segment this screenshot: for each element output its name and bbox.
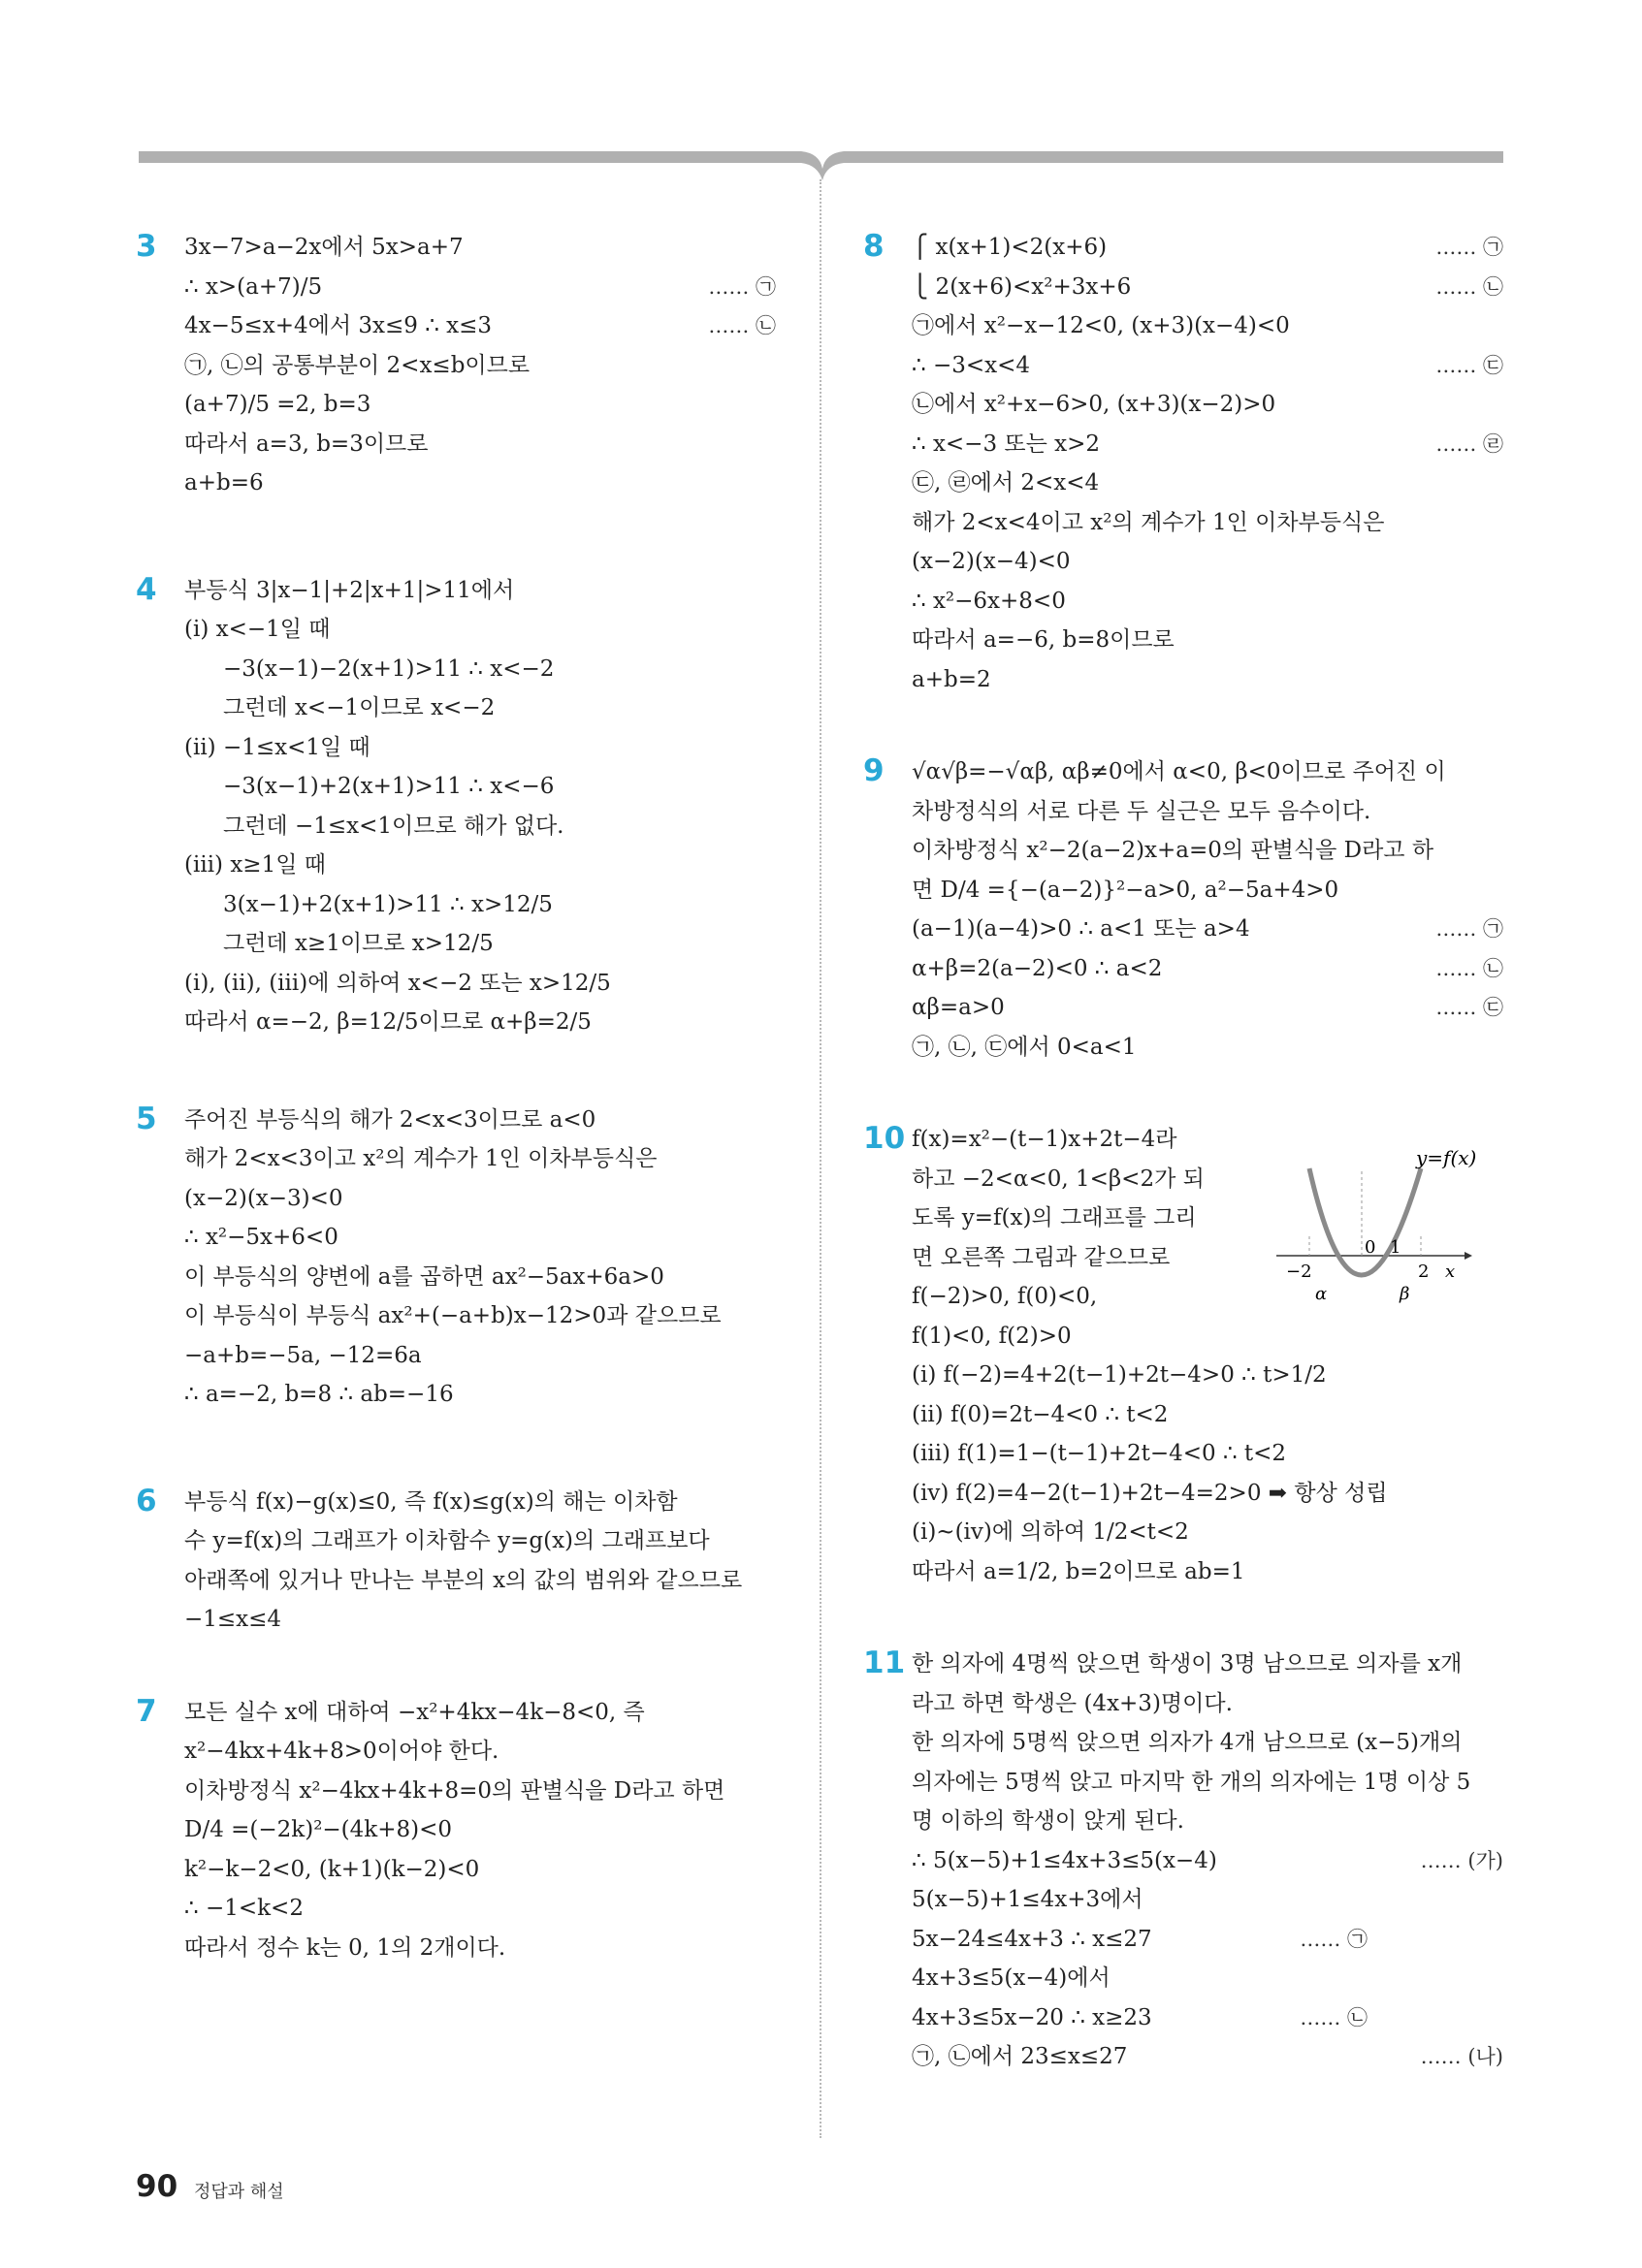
solution-line [184,1218,776,1258]
solution-text: ㉠, ㉡의 공통부분이 2<x≤b이므로 [184,352,531,378]
solution-line [912,1645,1503,1684]
solution-text: 한 의자에 4명씩 앉으면 학생이 3명 남으므로 의자를 x개 [912,1651,1463,1677]
problem-7 [136,1693,776,1968]
solution-line [184,846,776,885]
solution-line [912,2037,1503,2077]
solution-text: ㉢, ㉣에서 2<x<4 [912,470,1100,495]
solution-text: ∴ x>(a+7)/5 [184,273,323,300]
solution-line [184,610,776,650]
solution-text: (ⅰ) x<−1일 때 [184,617,331,642]
solution-text: k²−k−2<0, (k+1)(k−2)<0 [184,1856,480,1882]
solution-text: 명 이하의 학생이 앉게 된다. [912,1808,1184,1834]
top-divider-bar [0,0,1642,184]
solution-text: ㉡에서 x²+x−6>0, (x+3)(x−2)>0 [912,392,1276,417]
solution-text: α+β=2(a−2)<0 ∴ a<2 [912,955,1163,981]
solution-line [912,1684,1503,1724]
solution-text: ∴ −1<k<2 [184,1896,304,1921]
solution-line [184,1772,776,1811]
solution-text: 4x+3≤5x−20 ∴ x≥23 [912,2004,1152,2030]
solution-line [912,792,1503,832]
solution-line [912,503,1503,543]
solution-text: (x−2)(x−4)<0 [912,549,1071,574]
solution-line [912,871,1503,910]
solution-text: (ⅱ) −1≤x<1일 때 [184,734,370,760]
solution-line [912,1474,1503,1514]
equation-tag: …… ㉣ [1435,431,1503,456]
solution-line [912,831,1503,871]
solution-line [912,621,1503,660]
solution-text: (ⅰ), (ⅱ), (ⅲ)에 의하여 x<−2 또는 x>12/5 [184,970,611,996]
problem-number: 6 [136,1483,157,1518]
solution-line [912,1763,1503,1803]
solution-text: 부등식 f(x)−g(x)≤0, 즉 f(x)≤g(x)의 해는 이차함 [184,1488,678,1515]
solution-text: 따라서 a=1/2, b=2이므로 ab=1 [912,1558,1245,1584]
equation-tag: …… ㉠ [1435,236,1503,259]
parabola-graph [1271,1139,1494,1328]
solution-line [184,346,776,386]
solution-text: D/4 =(−2k)²−(4k+8)<0 [184,1817,453,1842]
equation-tag: …… ㉠ [1435,917,1503,941]
solution-line [912,542,1503,582]
solution-text: 면 오른쪽 그림과 같으므로 [912,1244,1171,1270]
solution-line [184,1375,776,1415]
solution-text: (ⅲ) f(1)=1−(t−1)+2t−4<0 ∴ t<2 [912,1441,1287,1466]
solution-text: 모든 실수 x에 대하여 −x²+4kx−4k−8<0, 즉 [184,1699,645,1725]
solution-text: 그런데 x≥1이므로 x>12/5 [223,931,494,956]
solution-text: 수 y=f(x)의 그래프가 이차함수 y=g(x)의 그래프보다 [184,1528,710,1553]
solution-text: −3(x−1)+2(x+1)>11 ∴ x<−6 [223,774,555,799]
solution-line [912,306,1503,346]
solution-line [184,688,776,728]
solution-text: a+b=6 [184,470,264,495]
solution-text: 그런데 x<−1이므로 x<−2 [223,695,496,720]
solution-text: ㉠, ㉡에서 23≤x≤27 [912,2044,1128,2069]
solution-line [912,949,1503,989]
solution-line [912,1880,1503,1920]
equation-tag: …… ㉠ [708,274,776,299]
solution-text: ∴ x²−6x+8<0 [912,588,1066,614]
solution-line [912,1434,1503,1474]
solution-text: ⎧ x(x+1)<2(x+6) [912,235,1108,260]
solution-line [912,660,1503,700]
solution-line [184,1693,776,1733]
solution-line [184,1139,776,1179]
solution-text: √α√β=−√αβ, αβ≠0에서 α<0, β<0이므로 주어진 이 [912,759,1446,784]
solution-text: 차방정식의 서로 다른 두 실근은 모두 음수이다. [912,798,1371,824]
problem-6 [136,1483,776,1640]
solution-text: ∴ x<−3 또는 x>2 [912,431,1101,457]
solution-text: ∴ −3<x<4 [912,352,1030,378]
problem-number: 5 [136,1101,157,1136]
solution-text: 3x−7>a−2x에서 5x>a+7 [184,235,464,260]
problem-number: 8 [863,229,885,264]
solution-text: f(−2)>0, f(0)<0, [912,1284,1098,1309]
solution-line [912,1959,1503,1998]
solution-line [912,752,1503,792]
solution-line [184,571,776,611]
solution-line [184,1258,776,1297]
solution-text: ㉠, ㉡, ㉢에서 0<a<1 [912,1034,1137,1060]
solution-line [912,1723,1503,1763]
solution-line [184,1850,776,1890]
solution-line [184,1003,776,1042]
solution-text: 4x−5≤x+4에서 3x≤9 ∴ x≤3 [184,313,493,338]
footer-label: 정답과 해설 [194,2182,284,2202]
solution-line [912,425,1503,464]
graph-label-minus-two: −2 [1286,1262,1312,1282]
solution-text: 5x−24≤4x+3 ∴ x≤27 [912,1926,1152,1952]
graph-label-one: 1 [1390,1237,1401,1258]
page-number: 90 [136,2169,178,2204]
solution-line [184,228,776,268]
solution-text: ∴ x²−5x+6<0 [184,1225,338,1250]
problem-8 [863,228,1503,699]
equation-tag: …… ㉢ [1435,353,1503,377]
solution-text: −3(x−1)−2(x+1)>11 ∴ x<−2 [223,655,555,682]
solution-text: 아래쪽에 있거나 만나는 부분의 x의 값의 범위와 같으므로 [184,1567,743,1593]
problem-4 [136,571,776,1042]
solution-text: 따라서 α=−2, β=12/5이므로 α+β=2/5 [184,1009,592,1035]
solution-text: 따라서 a=3, b=3이므로 [184,431,429,457]
solution-line [912,910,1503,949]
solution-line [184,425,776,464]
solution-line [912,228,1503,268]
problem-number: 11 [863,1645,906,1680]
solution-line [912,582,1503,622]
solution-text: 주어진 부등식의 해가 2<x<3이므로 a<0 [184,1106,596,1133]
solution-text: 하고 −2<α<0, 1<β<2가 되 [912,1166,1205,1192]
equation-tag: …… ㉡ [1300,2005,1368,2029]
problem-number: 7 [136,1693,157,1729]
left-column [136,228,776,1967]
solution-line [912,1028,1503,1068]
solution-line [912,346,1503,386]
equation-tag: …… (가) [1420,1848,1503,1872]
solution-line [184,1101,776,1140]
solution-text: (ⅰ)~(ⅳ)에 의하여 1/2<t<2 [912,1519,1189,1545]
solution-text: a+b=2 [912,666,991,692]
solution-line [184,306,776,346]
solution-line [184,1521,776,1561]
solution-line [184,807,776,847]
solution-line [184,1810,776,1850]
equation-tag: …… ㉢ [1435,996,1503,1019]
problem-number: 9 [863,753,885,788]
solution-text: 면 D/4 ={−(a−2)}²−a>0, a²−5a+4>0 [912,877,1339,903]
solution-line [184,924,776,964]
equation-tag: …… ㉠ [1300,1927,1368,1951]
solution-line [184,1483,776,1522]
graph-label-alpha: α [1315,1284,1328,1304]
solution-text: 이 부등식의 양변에 a를 곱하면 ax²−5ax+6a>0 [184,1263,664,1290]
column-divider [820,179,821,2138]
equation-tag: …… ㉡ [1435,274,1503,299]
solution-text: ⎩ 2(x+6)<x²+3x+6 [912,273,1132,300]
solution-line [912,1552,1503,1592]
solution-text: 5(x−5)+1≤4x+3에서 [912,1887,1143,1912]
solution-line [184,1732,776,1772]
solution-text: 이 부등식이 부등식 ax²+(−a+b)x−12>0과 같으므로 [184,1303,722,1328]
equation-tag: …… ㉡ [1435,956,1503,980]
problem-3 [136,228,776,503]
problem-number: 4 [136,571,157,607]
solution-line [184,728,776,768]
solution-line [912,463,1503,503]
solution-line [184,385,776,425]
solution-text: x²−4kx+4k+8>0이어야 한다. [184,1739,499,1764]
solution-text: 해가 2<x<4이고 x²의 계수가 1인 이차부등식은 [912,509,1385,535]
equation-tag: …… ㉡ [708,314,776,337]
solution-line [912,1513,1503,1552]
solution-text: 부등식 3|x−1|+2|x+1|>11에서 [184,577,515,603]
solution-line [912,1356,1503,1395]
problem-number: 3 [136,229,157,264]
solution-text: 의자에는 5명씩 앉고 마지막 한 개의 의자에는 1명 이상 5 [912,1769,1471,1795]
solution-text: 이차방정식 x²−2(a−2)x+a=0의 판별식을 D라고 하 [912,838,1434,863]
solution-text: 따라서 a=−6, b=8이므로 [912,627,1175,653]
solution-line [184,650,776,689]
solution-text: 라고 하면 학생은 (4x+3)명이다. [912,1690,1233,1716]
solution-line [912,1841,1503,1881]
solution-line [184,1929,776,1968]
solution-text: (ⅰ) f(−2)=4+2(t−1)+2t−4>0 ∴ t>1/2 [912,1362,1327,1388]
solution-line [184,1179,776,1219]
solution-text: ∴ 5(x−5)+1≤4x+3≤5(x−4) [912,1847,1217,1873]
solution-line [912,268,1503,307]
problem-11 [863,1645,1503,2077]
solution-text: 한 의자에 5명씩 앉으면 의자가 4개 남으므로 (x−5)개의 [912,1730,1463,1755]
solution-line [184,1561,776,1601]
solution-line [912,385,1503,425]
solution-line [912,1998,1503,2038]
solution-text: (ⅲ) x≥1일 때 [184,852,326,878]
solution-line [184,1600,776,1640]
solution-text: 4x+3≤5(x−4)에서 [912,1965,1111,1991]
solution-text: 해가 2<x<3이고 x²의 계수가 1인 이차부등식은 [184,1146,658,1171]
solution-text: f(x)=x²−(t−1)x+2t−4라 [912,1127,1177,1152]
solution-text: (a+7)/5 =2, b=3 [184,392,371,417]
solution-line [912,988,1503,1028]
graph-label-fn: y=f(x) [1416,1146,1477,1169]
solution-text: (ⅳ) f(2)=4−2(t−1)+2t−4=2>0 ➡ 항상 성립 [912,1480,1388,1506]
solution-text: (a−1)(a−4)>0 ∴ a<1 또는 a>4 [912,916,1250,942]
solution-text: ∴ a=−2, b=8 ∴ ab=−16 [184,1382,454,1407]
solution-line [184,1296,776,1336]
solution-text: −1≤x≤4 [184,1607,282,1632]
problem-number: 10 [863,1121,906,1156]
solution-text: αβ=a>0 [912,995,1005,1020]
solution-text: (ⅱ) f(0)=2t−4<0 ∴ t<2 [912,1401,1169,1427]
solution-text: 이차방정식 x²−4kx+4k+8=0의 판별식을 D라고 하면 [184,1777,725,1804]
solution-line [912,1802,1503,1841]
solution-text: f(1)<0, f(2)>0 [912,1323,1072,1349]
solution-text: ㉠에서 x²−x−12<0, (x+3)(x−4)<0 [912,313,1290,338]
solution-text: 3(x−1)+2(x+1)>11 ∴ x>12/5 [223,891,553,917]
solution-line [184,1889,776,1929]
solution-line [184,885,776,925]
problem-5 [136,1101,776,1415]
solution-text: 도록 y=f(x)의 그래프를 그리 [912,1205,1197,1230]
solution-text: (x−2)(x−3)<0 [184,1185,343,1211]
solution-line [184,964,776,1004]
graph-label-two: 2 [1418,1262,1430,1282]
graph-label-x: x [1445,1262,1456,1282]
graph-label-beta: β [1400,1284,1410,1304]
solution-line [912,1920,1503,1960]
solution-text: 그런데 −1≤x<1이므로 해가 없다. [223,813,564,839]
solution-text: 따라서 정수 k는 0, 1의 2개이다. [184,1934,506,1961]
equation-tag: …… (나) [1420,2045,1503,2068]
solution-line [184,767,776,807]
graph-label-origin: 0 [1365,1237,1376,1258]
problem-9 [863,752,1503,1067]
solution-line [184,463,776,503]
solution-line [912,1395,1503,1435]
solution-line [184,268,776,307]
solution-line [184,1336,776,1376]
solution-text: −a+b=−5a, −12=6a [184,1342,422,1368]
